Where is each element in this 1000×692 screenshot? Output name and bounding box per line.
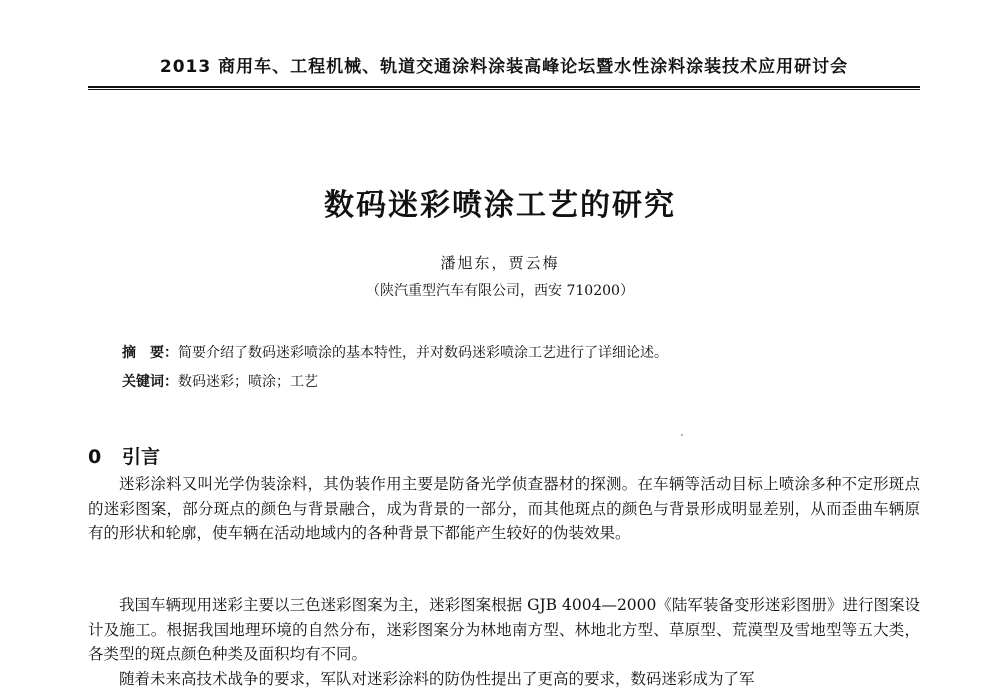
section-title: 引言	[122, 446, 161, 468]
affiliation: （陕汽重型汽车有限公司，西安 710200）	[366, 283, 634, 299]
authors: 潘旭东，贾云梅	[440, 254, 560, 272]
section-number: 0	[88, 446, 102, 468]
paragraph-2: 我国车辆现用迷彩主要以三色迷彩图案为主，迷彩图案根据 GJB 4004—2000《陆军装备变形迷彩图册》进行图案设计及施工。根据我国地理环境的自然分布，迷彩图案分为林地南方型、林地北方型、草原型、荒漠型及雪地型等五大类，各类型的斑点颜色种类及面积均有不同。	[88, 596, 920, 663]
paper-title: 数码迷彩喷涂工艺的研究	[324, 188, 676, 223]
paragraph-1: 迷彩涂料又叫光学伪装涂料，其伪装作用主要是防备光学侦查器材的探测。在车辆等活动目标上喷涂多种不定形斑点的迷彩图案，部分斑点的颜色与背景融合，成为背景的一部分，而其他斑点的颜色与背景形成明显差别，从而歪曲车辆原有的形状和轮廓，使车辆在活动地域内的各种背景下都能产生较好的伪装效果。	[88, 475, 920, 542]
abstract-label: 摘 要：	[122, 345, 178, 361]
running-header: 2013 商用车、工程机械、轨道交通涂料涂装高峰论坛暨水性涂料涂装技术应用研讨会	[159, 57, 849, 77]
keywords-text: 数码迷彩；喷涂；工艺	[178, 374, 318, 390]
paragraph-3: 随着未来高技术战争的要求，军队对迷彩涂料的防伪性提出了更高的要求，数码迷彩成为了军	[119, 670, 755, 688]
keywords	[122, 371, 318, 391]
section-heading	[88, 442, 160, 469]
abstract-text: 简要介绍了数码迷彩喷涂的基本特性，并对数码迷彩喷涂工艺进行了详细论述。	[178, 345, 668, 361]
abstract	[122, 342, 668, 362]
header-rule	[88, 86, 920, 90]
keywords-label: 关键词：	[122, 374, 178, 390]
scan-speck	[681, 434, 683, 436]
